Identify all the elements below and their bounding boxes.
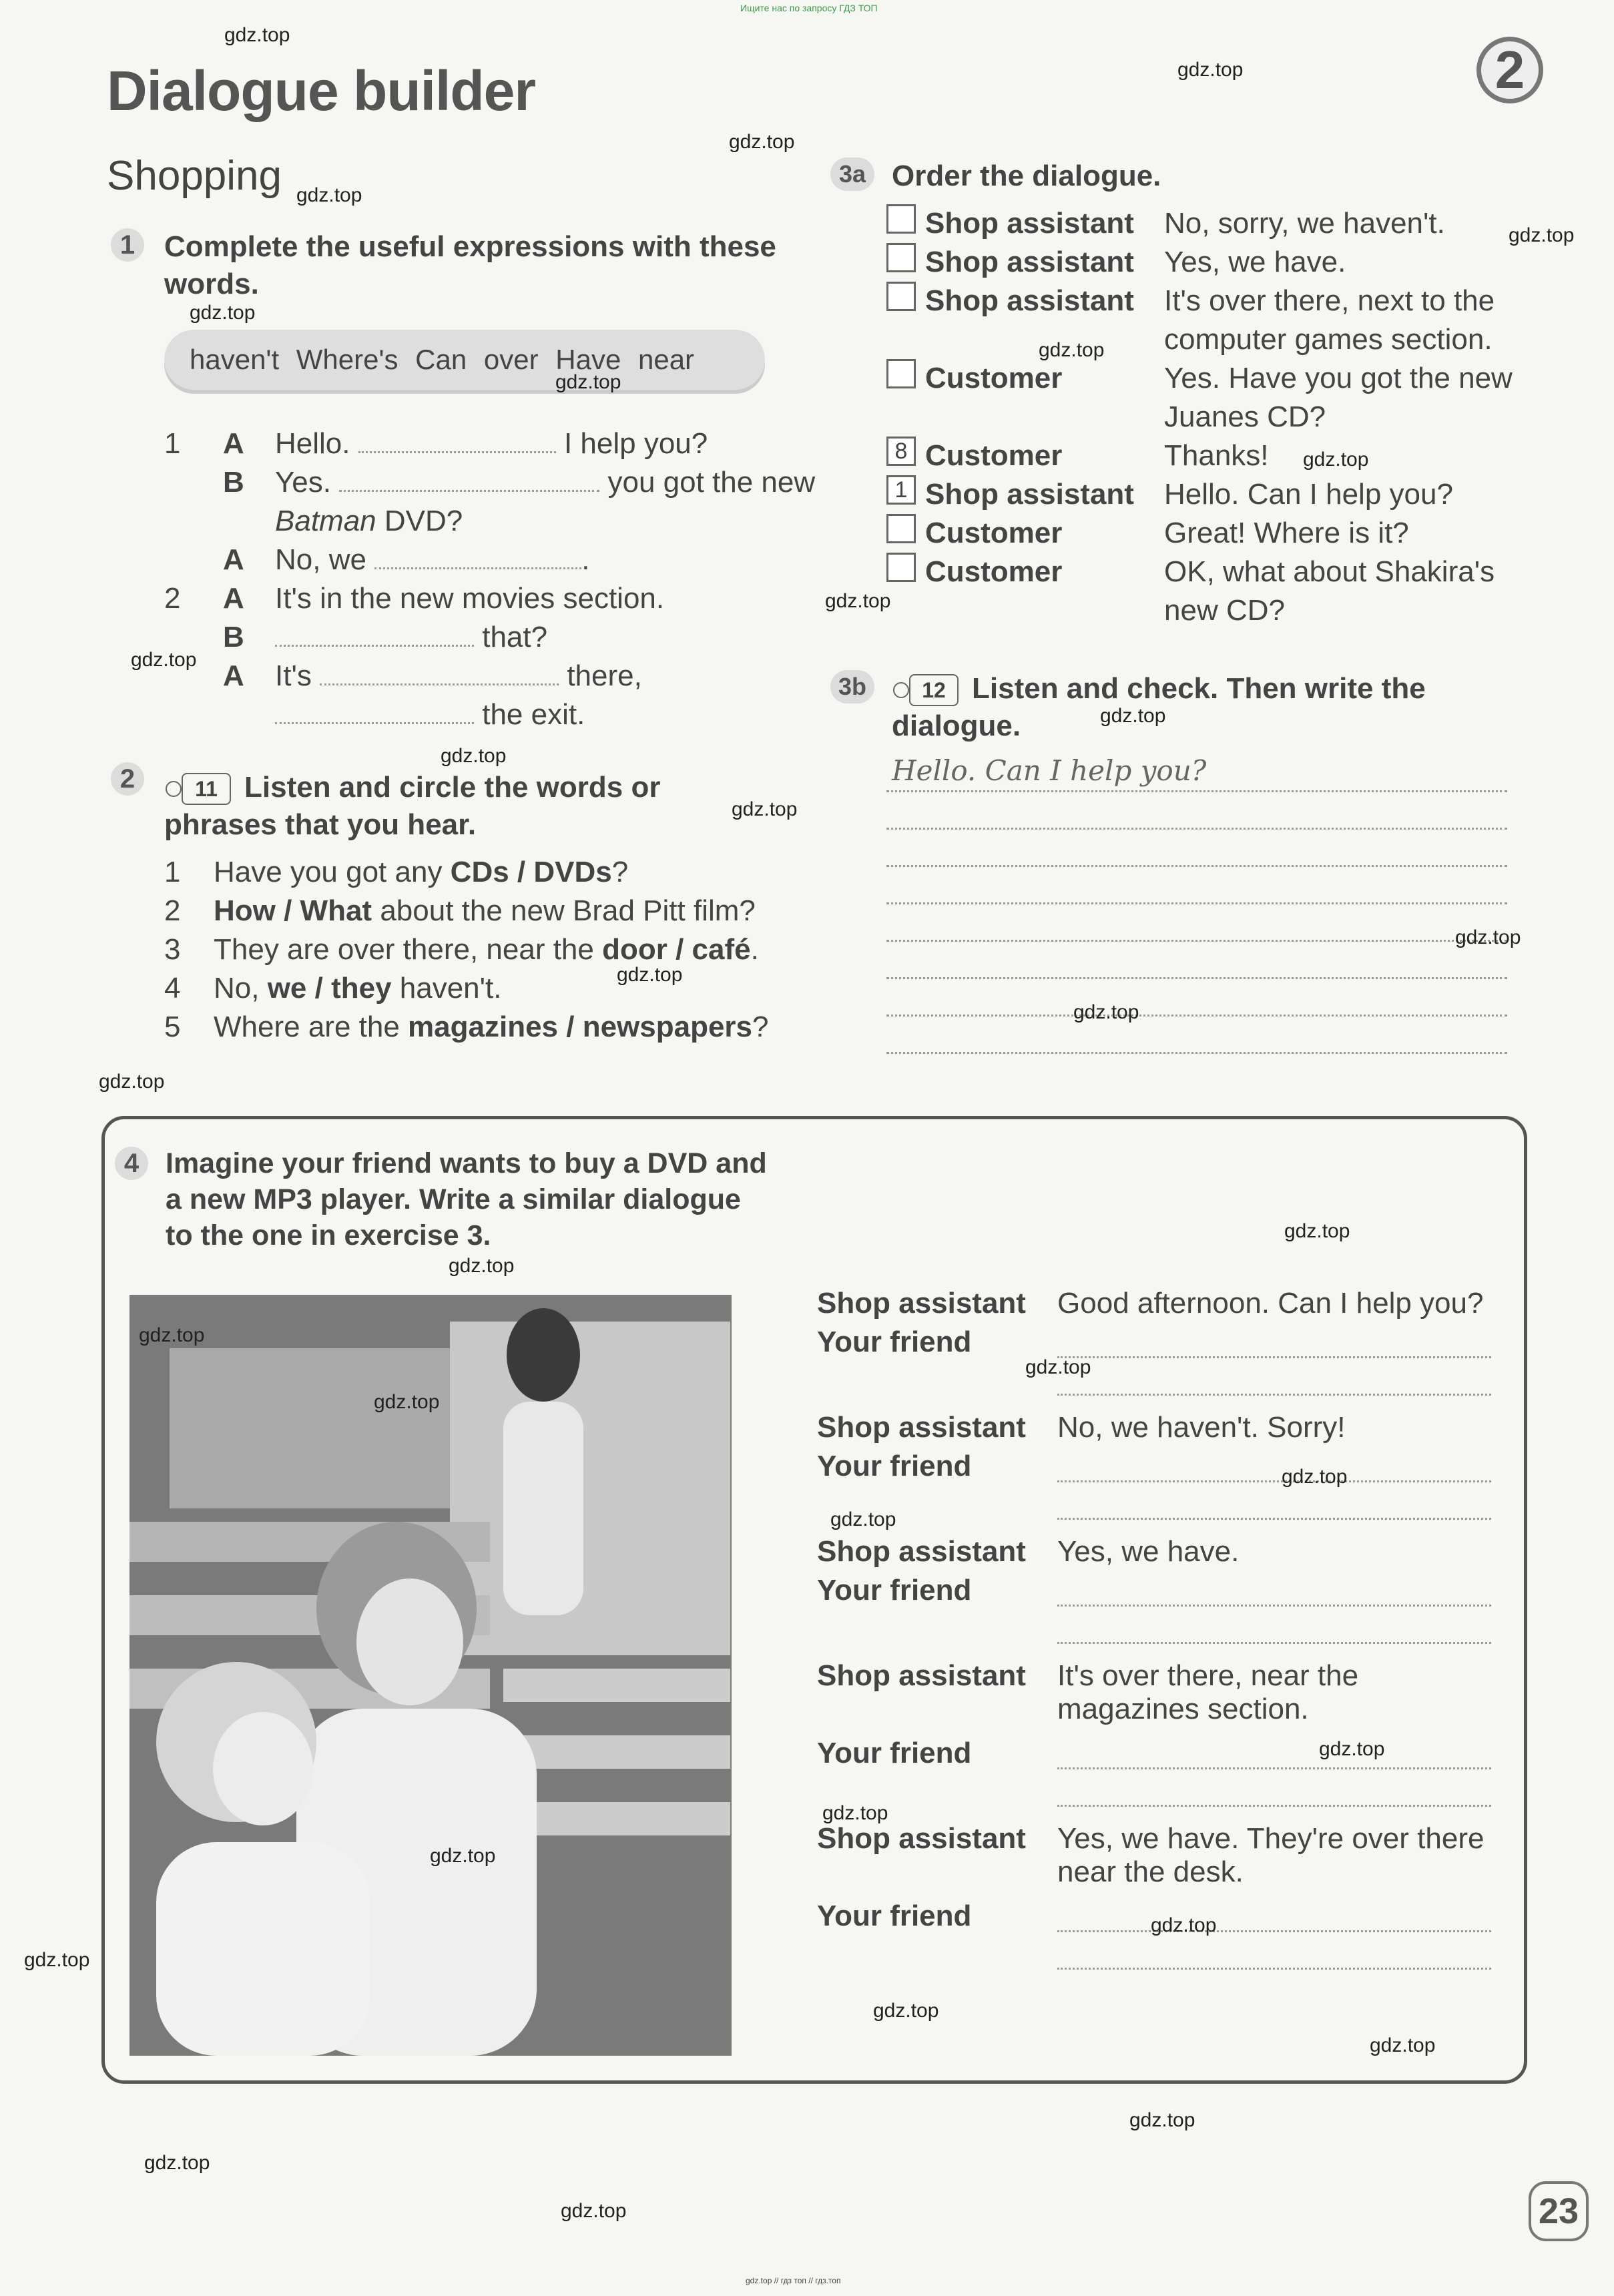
- dialogue-row: Shop assistant No, sorry, we haven't.: [886, 204, 1513, 243]
- watermark: gdz.top: [617, 964, 683, 986]
- watermark: gdz.top: [139, 1324, 205, 1346]
- list-item: 5 Where are the magazines / newspapers?: [164, 1011, 769, 1043]
- ex1-line: No, we .: [275, 543, 590, 576]
- watermark: gdz.top: [99, 1071, 165, 1093]
- watermark: gdz.top: [131, 649, 197, 671]
- writing-line[interactable]: [1057, 1605, 1491, 1607]
- watermark: gdz.top: [374, 1391, 440, 1413]
- order-box[interactable]: 1: [886, 475, 916, 505]
- exercise-3a-dialogue: [886, 204, 1513, 630]
- watermark: gdz.top: [449, 1255, 515, 1277]
- watermark: gdz.top: [1025, 1356, 1091, 1378]
- writing-line[interactable]: [886, 1052, 1507, 1054]
- watermark: gdz.top: [1039, 339, 1105, 361]
- ex1-line: Yes. you got the new: [275, 466, 816, 499]
- watermark: gdz.top: [224, 24, 290, 46]
- order-box[interactable]: [886, 282, 916, 311]
- writing-line[interactable]: [886, 790, 1507, 792]
- dialogue-row: Your friend: [817, 1450, 972, 1482]
- ex1-item-2-number: 2: [164, 582, 181, 615]
- watermark: gdz.top: [441, 745, 507, 767]
- list-item: 4 No, we / they haven't.: [164, 972, 502, 1005]
- exercise-3a-instruction: Order the dialogue.: [892, 160, 1161, 192]
- ex1-speaker: A: [223, 582, 244, 615]
- dialogue-row: Shop assistant Yes, we have.: [817, 1535, 1240, 1568]
- ex1-speaker: A: [223, 543, 244, 576]
- writing-line[interactable]: [1057, 1480, 1491, 1482]
- dialogue-row: 8 Customer Thanks!: [886, 437, 1513, 475]
- writing-line[interactable]: [1057, 1968, 1491, 1970]
- unit-number-badge: 2: [1476, 37, 1543, 103]
- audio-cd-icon: 11: [182, 773, 231, 805]
- dialogue-row: Your friend: [817, 1326, 972, 1358]
- writing-line[interactable]: [886, 940, 1507, 942]
- watermark: gdz.top: [555, 371, 621, 393]
- dialogue-row: Customer Great! Where is it?: [886, 514, 1513, 553]
- dialogue-row: Customer Yes. Have you got the new Juanes CD?: [886, 359, 1513, 437]
- writing-line[interactable]: [886, 828, 1507, 830]
- dialogue-row: Shop assistant No, we haven't. Sorry!: [817, 1411, 1346, 1444]
- writing-line[interactable]: [1057, 1805, 1491, 1807]
- watermark: gdz.top: [1100, 705, 1166, 727]
- top-search-note: Ищите нас по запросу ГДЗ ТОП: [740, 3, 878, 13]
- order-box[interactable]: [886, 359, 916, 388]
- exercise-2-instruction: 11 Listen and circle the words or phrases that you hear.: [164, 771, 661, 841]
- ex1-speaker: A: [223, 427, 244, 460]
- exercise-4-instruction: Imagine your friend wants to buy a DVD and a new MP3 player. Write a similar dialogue to the one in exercise 3.: [166, 1147, 767, 1251]
- ex1-line: the exit.: [275, 698, 585, 732]
- watermark: gdz.top: [296, 184, 362, 206]
- watermark: gdz.top: [24, 1949, 90, 1971]
- watermark: gdz.top: [830, 1508, 896, 1530]
- writing-line[interactable]: [886, 1015, 1507, 1017]
- watermark: gdz.top: [732, 798, 798, 820]
- ex1-speaker: A: [223, 659, 244, 692]
- exercise-2-list: [164, 853, 769, 1047]
- exercise-2-number: 2: [111, 762, 144, 796]
- watermark: gdz.top: [561, 2200, 627, 2222]
- exercise-4-number: 4: [115, 1147, 148, 1180]
- watermark: gdz.top: [1455, 926, 1521, 948]
- writing-line[interactable]: [886, 865, 1507, 867]
- watermark: gdz.top: [1303, 449, 1369, 471]
- order-box[interactable]: [886, 553, 916, 582]
- writing-line[interactable]: [1057, 1394, 1491, 1396]
- list-item: 1 Have you got any CDs / DVDs?: [164, 856, 629, 888]
- section-title: Shopping: [107, 153, 282, 199]
- dialogue-row: Shop assistant Good afternoon. Can I help you?: [817, 1287, 1484, 1320]
- watermark: gdz.top: [1282, 1466, 1348, 1488]
- writing-line[interactable]: [1057, 1642, 1491, 1644]
- dialogue-row: Your friend: [817, 1737, 972, 1769]
- word-box: haven't Where's Can over Have near: [164, 330, 765, 390]
- order-box[interactable]: [886, 204, 916, 234]
- ex1-line: that?: [275, 621, 547, 654]
- dialogue-row: Customer OK, what about Shakira's new CD?: [886, 553, 1513, 630]
- exercise-3b-number: 3b: [830, 670, 874, 703]
- ex1-line: Hello. I help you?: [275, 427, 708, 460]
- list-item: 3 They are over there, near the door / café.: [164, 933, 759, 966]
- dialogue-row: Shop assistant Yes, we have. They're over there near the desk.: [817, 1822, 1485, 1888]
- watermark: gdz.top: [1284, 1220, 1350, 1242]
- watermark: gdz.top: [1509, 224, 1575, 246]
- writing-line[interactable]: [1057, 1518, 1491, 1520]
- ex1-item-1-number: 1: [164, 427, 181, 460]
- writing-line[interactable]: [886, 902, 1507, 904]
- exercise-1-number: 1: [111, 228, 144, 262]
- ex1-speaker: B: [223, 621, 244, 653]
- exercise-1-instruction: Complete the useful expressions with these words.: [164, 230, 776, 300]
- writing-line[interactable]: [1057, 1356, 1491, 1358]
- audio-cd-icon: 12: [909, 674, 959, 706]
- watermark: gdz.top: [1370, 2034, 1436, 2056]
- watermark: gdz.top: [873, 2000, 939, 2022]
- page-title: Dialogue builder: [107, 59, 536, 122]
- watermark: gdz.top: [825, 590, 891, 612]
- dialogue-row: Your friend: [817, 1900, 972, 1932]
- watermark: gdz.top: [1073, 1001, 1139, 1023]
- dialogue-row: Shop assistant It's over there, near the magazines section.: [817, 1659, 1359, 1725]
- order-box[interactable]: 8: [886, 437, 916, 466]
- writing-line[interactable]: [1057, 1930, 1491, 1932]
- exercise-3b-example: Hello. Can I help you?: [892, 754, 1207, 787]
- watermark: gdz.top: [1129, 2109, 1195, 2131]
- watermark: gdz.top: [144, 2152, 210, 2174]
- watermark: gdz.top: [1177, 59, 1244, 81]
- watermark: gdz.top: [822, 1802, 888, 1824]
- exercise-3b-instruction: 12 Listen and check. Then write the dialogue.: [892, 672, 1426, 742]
- ex1-line: It's in the new movies section.: [275, 582, 665, 615]
- dialogue-row: Shop assistant Yes, we have.: [886, 243, 1513, 282]
- page-number: 23: [1529, 2181, 1589, 2241]
- ex1-line: It's there,: [275, 659, 642, 692]
- writing-line[interactable]: [886, 977, 1507, 979]
- dialogue-row: 1 Shop assistant Hello. Can I help you?: [886, 475, 1513, 514]
- writing-line[interactable]: [1057, 1767, 1491, 1769]
- bottom-note: gdz.top // гдз топ // гдз.топ: [746, 2276, 841, 2285]
- ex1-line: Batman DVD?: [275, 505, 463, 537]
- watermark: gdz.top: [1151, 1914, 1217, 1936]
- ex1-speaker: B: [223, 466, 244, 499]
- exercise-3a-number: 3a: [830, 158, 874, 191]
- order-box[interactable]: [886, 243, 916, 272]
- dialogue-row: Shop assistant It's over there, next to the computer games section.: [886, 282, 1513, 359]
- watermark: gdz.top: [1319, 1738, 1385, 1760]
- watermark: gdz.top: [190, 302, 256, 324]
- watermark: gdz.top: [729, 131, 795, 153]
- dialogue-row: Your friend: [817, 1574, 972, 1607]
- order-box[interactable]: [886, 514, 916, 543]
- watermark: gdz.top: [430, 1845, 496, 1867]
- list-item: 2 How / What about the new Brad Pitt film?: [164, 894, 756, 927]
